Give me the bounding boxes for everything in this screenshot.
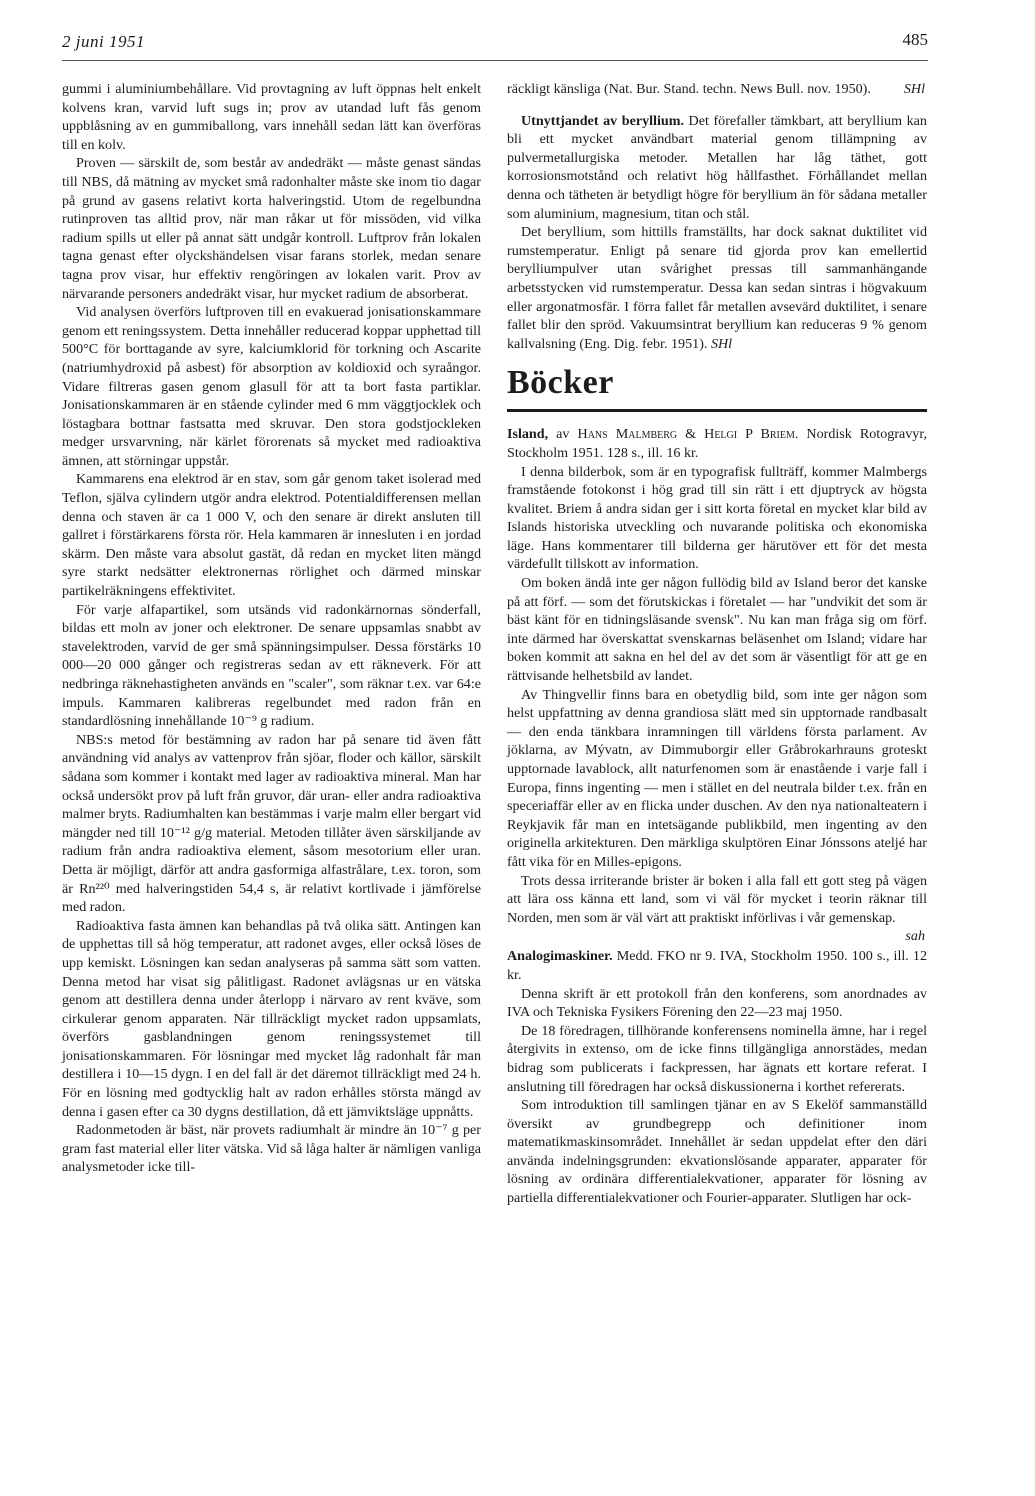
- paragraph-text: Trots dessa irriterande brister är boken i alla fall ett gott steg på vägen att lära oss känna ett land, som vi väl för mycket i teorin räknar till Norden, men som är väl värt att praktiskt införlivas i vår gemenskap.: [507, 872, 927, 926]
- review-heading: [507, 947, 927, 984]
- review-heading: [507, 425, 927, 462]
- review-closing-paragraph: [507, 872, 927, 945]
- left-column: [62, 80, 481, 1177]
- paragraph: Vid analysen överförs luftproven till en evakuerad jonisationskammare genom ett reningssystem. Detta innehåller reducerad koppar upphettad till 500°C för borttagande av syre, kalciumklorid för torkning och Ascarite (natriumhydroxid på asbest) för absorption av koldioxid och syraångor. Vidare filtreras gasen genom glasull för att ta bort fasta partiklar. Jonisationskammaren är en stående cylinder med 6 mm väggtjocklek och löstagbara bottnar fastsatta med skruvar. Den stora godstjockleken medger ursvarvning, när kärlet förorenats så mycket med radioaktiva ämnen, att störningar uppstår.: [62, 304, 481, 469]
- paragraph: Kammarens ena elektrod är en stav, som går genom taket isolerad med Teflon, själva cylindern utgör andra elektrod. Potentialdifferensen mellan denna och staven är ca 1 000 V, och den senare är direkt ansluten till gallret i förstärkarens första rör. Hela kammaren är innesluten i en jordad skärm. Den måste vara absolut gastät, då redan en mycket liten mängd syre starkt nedsätter elektronernas rörlighet och därmed minskar partikelräkningens effektivitet.: [62, 471, 481, 600]
- review-authors: Hans Malmberg & Helgi P Briem.: [577, 426, 799, 443]
- article-title: Utnyttjandet av beryllium.: [521, 112, 684, 129]
- paragraph: I denna bilderbok, som är en typografisk fullträff, kommer Malmbergs framstående fotokonst i hög grad till sin rätt i ett djuptryck av högsta kvalitet. Briem å andra sidan ger i sitt korta företal en mycket klar bild av Islands historiska utveckling och nuvarande politiska och ekonomiska läge. Hans kommentarer till bilderna ger härutöver ett för det mesta värdefullt tillskott av information.: [507, 463, 927, 573]
- paragraph: De 18 föredragen, tillhörande konferensens nominella ämne, har i regel återgivits in extenso, om de icke finns tillgängliga annorstädes, medan bidrag som publicerats i fackpressen, har ägnats ett kortare referat. I anslutning till föredragen har också diskussionerna i korthet refererats.: [507, 1022, 927, 1095]
- paragraph: Om boken ändå inte ger någon fullödig bild av Island beror det kanske på att förf. — som det förutskickas i företalet — har "undvikit det som är bäst känt för en tidningsläsande svensk". Nu kan man fråga sig om förf. inte därmed har överskattat svenskarnas beläsenhet om Island; vidare har boken kommit att sakna en hel del av det som är väsentligt för att ge en rättvisande helhetsbild av landet.: [507, 575, 927, 685]
- beryllium-paragraph-2: [507, 223, 927, 353]
- page-number: 485: [902, 30, 928, 49]
- continuation-paragraph: [507, 80, 927, 99]
- section-title: Böcker: [507, 363, 927, 412]
- paragraph: Proven — särskilt de, som består av andedräkt — måste genast sändas till NBS, då mätning av mycket små radonhalter måste ske inom tio dagar på grund av gasens relativt korta halveringstid. Utom de regelbundna rutinproven tas alltid prov, när man råkar ut för missöden, vid vilka radium spills ut eller på annat sätt undgår kontroll. Luftprov från lokalen tagna genast efter olyckshändelsen visar farans storlek, medan senare tagna prov visar, hur effektiv rengöringen av lokalen varit. Prov av närvarande personers andedräkt visar, hur mycket radium de absorberat.: [62, 155, 481, 302]
- signature: sah: [905, 928, 925, 945]
- paragraph: gummi i aluminiumbehållare. Vid provtagning av luft öppnas helt enkelt kolvens kran, varvid luft sugs in; prov av utandad luft fås genom uppblåsning av en gummiballong, vars innehåll sedan lätt kan överföras till en kolv.: [62, 81, 481, 153]
- paragraph: För varje alfapartikel, som utsänds vid radonkärnornas sönderfall, bildas ett moln av joner och elektroner. De senare uppsamlas snabbt av stavelektroden, varvid de ger små spänningsimpulser. Dessa förstärks 10 000—20 000 gånger och registreras sedan av ett räkneverk. För att nedbringa räknehastigheten används en "scaler", som räknar t.ex. var 64:e impuls. Kammaren kalibreras regelbundet med radon från en standardlösning innehållande 10⁻⁹ g radium.: [62, 601, 481, 730]
- paragraph: Radioaktiva fasta ämnen kan behandlas på två olika sätt. Antingen kan de upphettas till så hög temperatur, att radonet avges, eller också löses de upp kemiskt. Lösningen kan sedan analyseras på samma sätt som vatten. Denna metod har visat sig pålitligast. Radonet avlägsnas ur en vätska genom att destillera denna under återlopp i närvaro av rent kväve, som cirkulerar genom apparaten. När tillräckligt mycket radon uppsamlats, överförs gasblandningen genom reningssystemet till jonisationskammaren. För lösningar med mycket låg radonhalt får man destillera i 10—15 dygn. I en del fall är det däremot tillräckligt med 24 h. För en lösning med godtycklig halt av radon erhålles största mängd av denna i gasen efter ca 30 dygns destillation, då ett jämviktsläge uppnåtts.: [62, 917, 481, 1120]
- signature: SHl: [903, 81, 925, 97]
- continuation-text: räckligt känsliga (Nat. Bur. Stand. techn. News Bull. nov. 1950).: [507, 81, 871, 97]
- header-date: 2 juni 1951: [62, 32, 145, 51]
- beryllium-paragraph: [507, 112, 927, 224]
- review-publication: Medd. FKO nr 9. IVA, Stockholm 1950. 100 s., ill. 12 kr.: [507, 948, 927, 983]
- paragraph: Som introduktion till samlingen tjänar en av S Ekelöf sammanställd översikt av grundbegrepp och definitioner inom matematikmaskinsområdet. Innehållet är sedan uppdelat efter den däri använda indelningsgrunden: ekvationslösande apparater, apparater för lösning av ordinära differentialekvationer, apparater för lösning av partiella differentialekvationer och Fourier-apparater. Slutligen har ock-: [507, 1097, 927, 1207]
- signature: SHl: [710, 335, 733, 352]
- article-text: Det förefaller tämkbart, att beryllium kan bli ett mycket användbart material genom tillämpning av pulvermetallurgiska metoder. Metallen har låg täthet, gott korrosionsmotstånd och relativt hög hållfasthet. Förhållandet mellan denna och tätheten är betydligt högre för beryllium än för sådana metaller som aluminium, magnesium, titan och stål.: [507, 112, 927, 222]
- article-text: Det beryllium, som hittills framställts, har dock saknat duktilitet vid rumstemperatur. Enligt på senare tid gjorda prov kan emellertid berylliumpulver utan svårighet pressas till sammanhängande arbetsstycken vid rumstemperatur. Dessa kan sedan sintras i högvakuum eller argonatmosfär. I förra fallet får metallen avsevärd duktilitet, i senare fallet blir den spröd. Vakuumsintrat beryllium kan reduceras 9 % genom kallvalsning (Eng. Dig. febr. 1951).: [507, 224, 927, 352]
- review-title: Island,: [507, 426, 549, 443]
- review-publication: Nordisk Rotogravyr, Stockholm 1951. 128 s., ill. 16 kr.: [507, 426, 928, 461]
- review-title: Analogimaskiner.: [507, 948, 613, 965]
- page-header: [62, 30, 928, 61]
- paragraph: Av Thingvellir finns bara en obetydlig bild, som inte ger någon som helst uppfattning av denna grandiosa slätt med sin upptornade randbasalt — den enda tänkbara inramningen till världens första parlament. Av jöklarna, av Mývatn, av Dimmuborgir eller Gråbrokarhrauns groteskt upptornade lavablock, allt naturfenomen som är enastående i varje fall i Europa, finns ingenting — men i stället en del neutrala bilder t.ex. från en speceriaffär eller av en flicka under duschen. Av den nya nationalteatern i Reykjavik får man en intetsägande publikbild, men ingenting av den originella arkitekturen. Den märkliga skulptören Einar Jónssons ateljé har fått vika för en Milles-epigons.: [507, 686, 927, 870]
- right-column: [507, 80, 927, 1208]
- paragraph: Denna skrift är ett protokoll från den konferens, som anordnades av IVA och Tekniska Fysikers Förening den 22—23 maj 1950.: [507, 985, 927, 1021]
- paragraph: Radonmetoden är bäst, när provets radiumhalt är mindre än 10⁻⁷ g per gram fast material eller liter vätska. Vid så låga halter är nämligen vanliga analysmetoder icke till-: [62, 1122, 481, 1176]
- paragraph: NBS:s metod för bestämning av radon har på senare tid även fått användning vid analys av vattenprov från sjöar, floder och källor, särskilt sådana som kommer i kontakt med lager av radioaktiva mineral. Man har också undersökt prov på luft från gruvor, där uran- eller andra radioaktiva malmer bryts. Radiumhalten kan bestämmas i varje malm eller bergart vid mängder ned till 10⁻¹² g/g material. Metoden tillåter även särskiljande av radium från andra radioaktiva element, såsom mesotorium eller uran. Detta är möjligt, därför att andra gasformiga alfastrålare, t.ex. toron, som är Rn²²⁰ med halveringstiden 54,4 s, är relativt kortlivade i jämförelse med radon.: [62, 731, 481, 916]
- author-prefix: av: [556, 426, 570, 443]
